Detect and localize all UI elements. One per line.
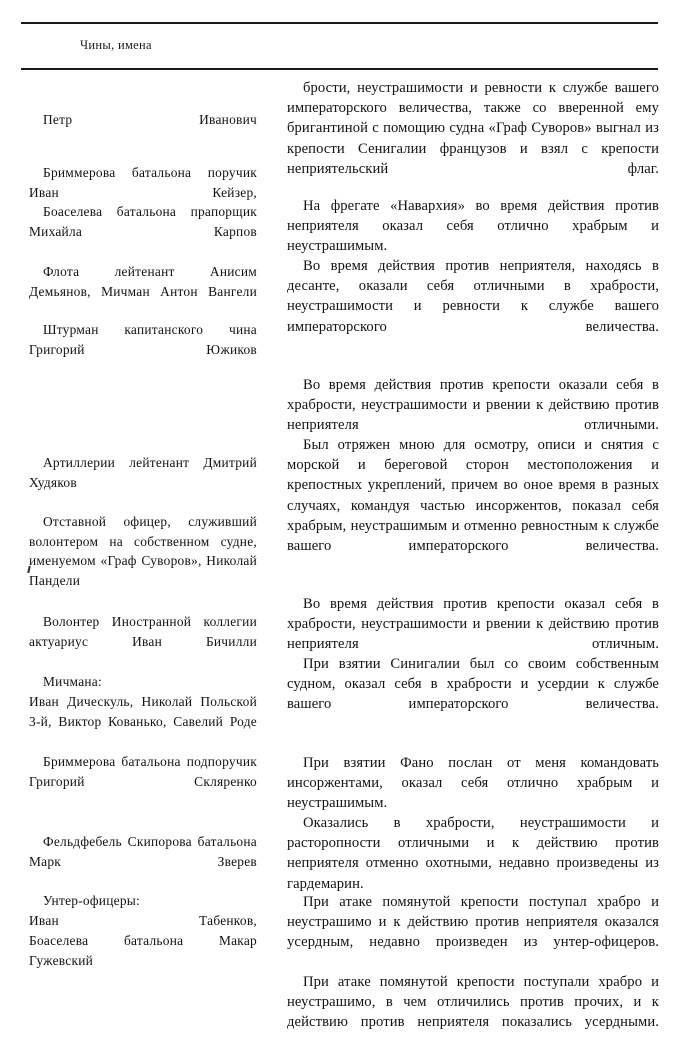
left-entry-artillerii-lejtenant-hudyakov: Артиллерии лейтенант Дмитрий Худяков [29, 455, 257, 490]
right-paragraph-para-otryazhen: Был отряжен мною для осмотру, описи и снятия с морской и береговой сторон местоположения и крепостных укреплений, причем во оное время в разных случаях, командуя частью инсоржентов, показал себя храбрым, неустрашимым и отменно ревностным к службе вашего императорского величества. [287, 437, 659, 555]
header-rule-top [21, 22, 658, 24]
left-entry-brimmerov-batalion-kejzer: Бриммерова батальона поручик Иван Кейзер, [29, 165, 257, 200]
right-paragraph-para-protiv-kreposti-okazali: Во время действия против крепости оказали себя в храбрости, неустрашимости и рвении к действию против неприятеля отличными. [287, 377, 659, 434]
left-entry-shturman-yuzhikov: Штурман капитанского чина Григорий Южиков [29, 322, 257, 357]
right-paragraph-para-brosti: брости, неустрашимости и ревности к службе вашего императорского величества, также со вверенной ему бригантиной с помощию судна «Граф Суворов» выгнал из крепости Сенигалии французов и взял с крепости неприятельский флаг. [287, 80, 659, 177]
right-paragraph-para-protiv-kreposti-okazal: Во время действия против крепости оказал себя в храбрости, неустрашимости и рвении к действию против неприятеля отличным. [287, 596, 659, 653]
right-paragraph-para-fregat-navarhiya: На фрегате «Навархия» во время действия против неприятеля оказал себя отлично храбрым и неустрашимым. [287, 198, 659, 255]
left-entry-petr-ivanovich: Петр Иванович [43, 112, 257, 127]
left-entry-boaseleva-guzhevskij: Боаселева батальона Макар Гужевский [29, 933, 257, 968]
right-paragraph-para-ataka-postupal: При атаке помянутой крепости поступал храбро и неустрашимо и к действию против неприятеля оказался усердным, недавно произведен из унтер-офицеров. [287, 894, 659, 951]
column-header-label: Чины, имена [80, 38, 152, 52]
left-entry-michmana-list: Иван Дическуль, Николай Польской 3-й, Виктор Кованько, Савелий Роде [29, 694, 257, 729]
left-entry-brimmerov-batalion-sklyarenko: Бриммерова батальона подпоручик Григорий Скляренко [29, 754, 257, 789]
left-entry-unter-oficery-list: Иван Табенков, [29, 913, 257, 928]
left-entry-volonter-bichilli: Волонтер Иностранной коллегии актуариус Иван Бичилли [29, 614, 257, 649]
right-paragraph-para-sinigaliya: При взятии Синигалии был со своим собственным судном, оказал себя в храбрости и усердии к службе вашего императорского величества. [287, 656, 659, 713]
right-paragraph-para-ataka-postupali: При атаке помянутой крепости поступали храбро и неустрашимо, в чем отличились против прочих, и к действию против неприятеля показались усердными. [287, 974, 659, 1031]
right-paragraph-para-fano: При взятии Фано послан от меня командовать инсоржентами, оказал себя отлично храбрым и неустрашимым. [287, 755, 659, 812]
left-entry-michmana-heading: Мичмана: [43, 674, 102, 689]
left-entry-unter-oficery-heading: Унтер-офицеры: [43, 893, 140, 908]
left-entry-otstavnoj-oficer-pandeli: Отставной офицер, служивший волонтером на собственном судне, именуемом «Граф Суворов», Николай Пандели [29, 514, 257, 588]
header-rule-bottom [21, 68, 658, 70]
right-paragraph-para-desant: Во время действия против неприятеля, находясь в десанте, оказали себя отличными в храбрости, неустрашимости и ревности к службе вашего императорского величества. [287, 258, 659, 335]
left-entry-feldfebel-zverev: Фельдфебель Скипорова батальона Марк Зверев [29, 834, 257, 869]
left-entry-boaseleva-batalion-karpov: Боаселева батальона прапорщик Михайла Карпов [29, 204, 257, 239]
left-entry-flota-lejtenant-demyanov: Флота лейтенант Анисим Демьянов, Мичман Антон Вангели [29, 264, 257, 299]
right-paragraph-para-okazalis: Оказались в храбрости, неустрашимости и расторопности отличными и к действию против неприятеля отменно охотными, недавно произведены из гардемарин. [287, 815, 659, 892]
